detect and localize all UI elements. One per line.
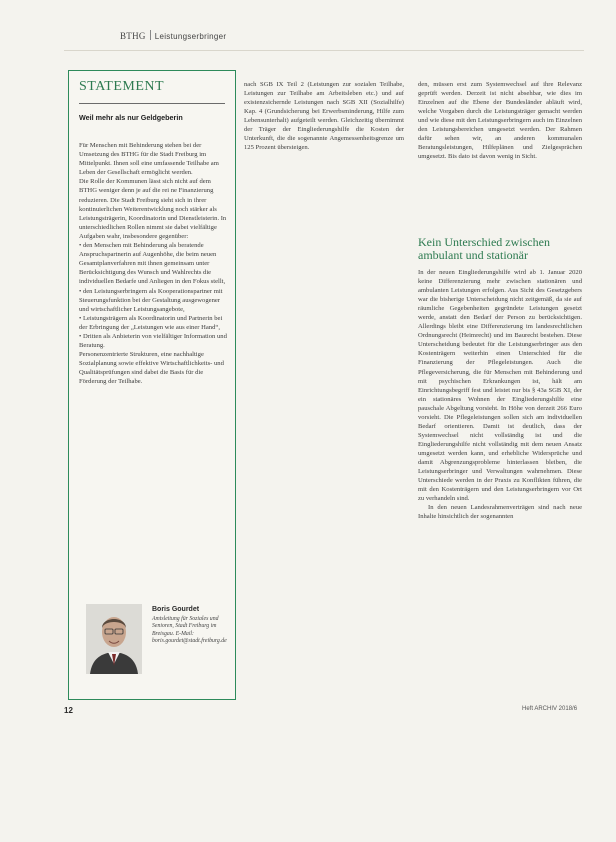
statement-bullet: • Dritten als Anbieterin von vielfältiger Information und Beratung. <box>79 332 227 350</box>
body-paragraph: In den neuen Landesrahmenverträgen sind nach neue Inhalte hinsichtlich der sogenannten <box>418 504 582 521</box>
section-heading: Kein Unterschied zwischen ambulant und stationär <box>418 235 550 262</box>
running-header <box>120 30 226 41</box>
body-paragraph: In der neuen Eingliederungshilfe wird ab 1. Januar 2020 keine Differenzierung mehr zwischen stationären und ambulanten Leistungen erfolgen. Aus Sicht des Gesetzgebers war die bisherige Unterscheidung nicht zeitgemäß, da sie auf räumliche Gegebenheiten gegründete Leistungen gesetzt werde, anstatt den Bedarf der Person zu berücksichtigen. Allerdings bleibt eine Differenzierung im landesrechtlichen Ordnungsrecht (Heimrecht) und im Baurecht bestehen. Diese Unterscheidung bedeutet für die Leistungserbringer aus den Kostenträgern weiterhin einen Unterschied für die Finanzierung der Pflegeleistungen. Auch die Pflegeversicherung, die für Menschen mit Behinderung und mit psychischen Erkrankungen ist, hält am Einrichtungsbegriff fest und leistet nur bis § 43a SGB XI, der ein stationäres Wohnen der Eingliederungshilfe eine pauschale Abgeltung vorsieht. In Höhe von derzeit 266 Euro vorsieht. Die Pflegeleistungen sollen sich am individuellen Bedarf orientieren. Damit ist deutlich, dass der Systemwechsel nicht vollständig ist und die Eingliederungshilfe nicht vollständig mit dem neuen Ansatz umgesetzt werden kann, und erhebliche Widersprüche und damit Abgrenzungsprobleme hinterlassen bleiben, die Leistungserbringer und Verwaltungen wahrnehmen. Diese Unterschiede werden in der Praxis zu Konflikten führen, die mit den Kostenträgern und den Leistungserbringern vor Ort zu verhandeln sind. <box>418 269 582 503</box>
statement-paragraph: Die Rolle der Kommunen lässt sich nicht auf dem BTHG weniger denn je auf die rei ne Finanzierung reduzieren. Die Stadt Freiburg sieht sich in ihrer kontinuierlichen Weiterentwicklung noch stärker als Leistungsträgerin, Koordinatorin und Dienstleisterin. In unterschiedlichen Rollen nimmt sie dabei vielfältige Aufgaben wahr, insbesondere gegenüber: <box>79 178 227 240</box>
page-number: 12 <box>64 706 73 715</box>
header-separator <box>150 30 151 40</box>
header-rule <box>64 50 584 51</box>
statement-paragraph: Für Menschen mit Behinderung stehen bei der Umsetzung des BTHG für die Stadt Freiburg im Mittelpunkt. Ihnen soll eine umfassende Teilhabe am Leben der Gesellschaft ermöglicht werden. <box>79 142 219 177</box>
header-section: Leistungserbringer <box>154 32 227 41</box>
body-paragraph: den, müssen erst zum Systemwechsel auf ihre Relevanz geprüft werden. Derzeit ist nicht absehbar, wie dies im Einzelnen auf die Ebene der Bundesländer abläuft wird, welche Vorgaben durch die Leistungsträger gemacht werden und wie diese mit den Leistungserbringern auch im Einzelnen den Leistungsbereichen umgesetzt werden. Der Rahmen dafür sehen wir, an anderen kommunalen Beratungsleistungen, Hilfeplänen und Zielgesprächen umgesetzt. Bis dato ist davon wenig in Sicht. <box>418 81 582 161</box>
article-column-3-bottom <box>418 268 582 521</box>
author-name: Boris Gourdet <box>152 606 200 613</box>
magazine-footer: Heft ARCHIV 2018/6 <box>522 706 578 712</box>
author-block <box>80 600 230 680</box>
statement-body <box>79 141 229 387</box>
header-brand: BTHG <box>120 31 146 41</box>
body-paragraph: nach SGB IX Teil 2 (Leistungen zur sozialen Teilhabe, Leistungen zur Teilhabe am Arbeitsleben etc.) und auf existenzsichernde Leistungen nach SGB XII (Sozialhilfe) Kap. 4 (Grundsicherung bei Erwerbsminderung, Hilfe zum Lebensunterhalt) aufgeteilt werden. Gleichzeitig übernimmt der Träger der Eingliederungshilfe die Kosten der Unterkunft, die die sogenannte Angemessenheitsgrenze um 125 Prozent übersteigen. <box>244 81 404 152</box>
statement-bullet: • den Leistungserbringern als Kooperationspartner mit Steuerungsfunktion bei der Gestaltung ausgewogener und wirtschaftlicher Leistungsangebote, <box>79 287 223 313</box>
statement-bullet: • den Menschen mit Behinderung als beratende Anspruchspartnerin auf Augenhöhe, die beim neuen Gesamtplanverfahren mit ihnen gemeinsam unter Berücksichtigung des Wunsch und Wahlrechts die individuellen Bedarfe und Anliegen in den Fokus stellt, <box>79 242 226 286</box>
article-column-3-top <box>418 80 582 161</box>
author-portrait-image <box>86 604 142 674</box>
statement-title: STATEMENT <box>79 79 165 94</box>
statement-bullet: • Leistungsträgern als Koordinatorin und Partnerin bei der Erbringung der „Leistungen wie aus einer Hand“, <box>79 314 223 331</box>
statement-rule <box>79 103 225 104</box>
author-photo <box>86 604 142 674</box>
statement-subtitle: Weil mehr als nur Geldgeberin <box>79 113 183 122</box>
statement-paragraph: Personenzentrierte Strukturen, eine nachhaltige Sozialplanung sowie effektive Wirtschaftlichkeits- und Qualitätsprüfungen sind dabei die Basis für die Förderung der Teilhabe. <box>79 351 224 386</box>
article-column-2 <box>244 80 404 152</box>
author-role: Amtsleitung für Soziales und Senioren, Stadt Freiburg im Breisgau. E-Mail: boris.gourdet@stadt.freiburg.de <box>152 616 227 645</box>
